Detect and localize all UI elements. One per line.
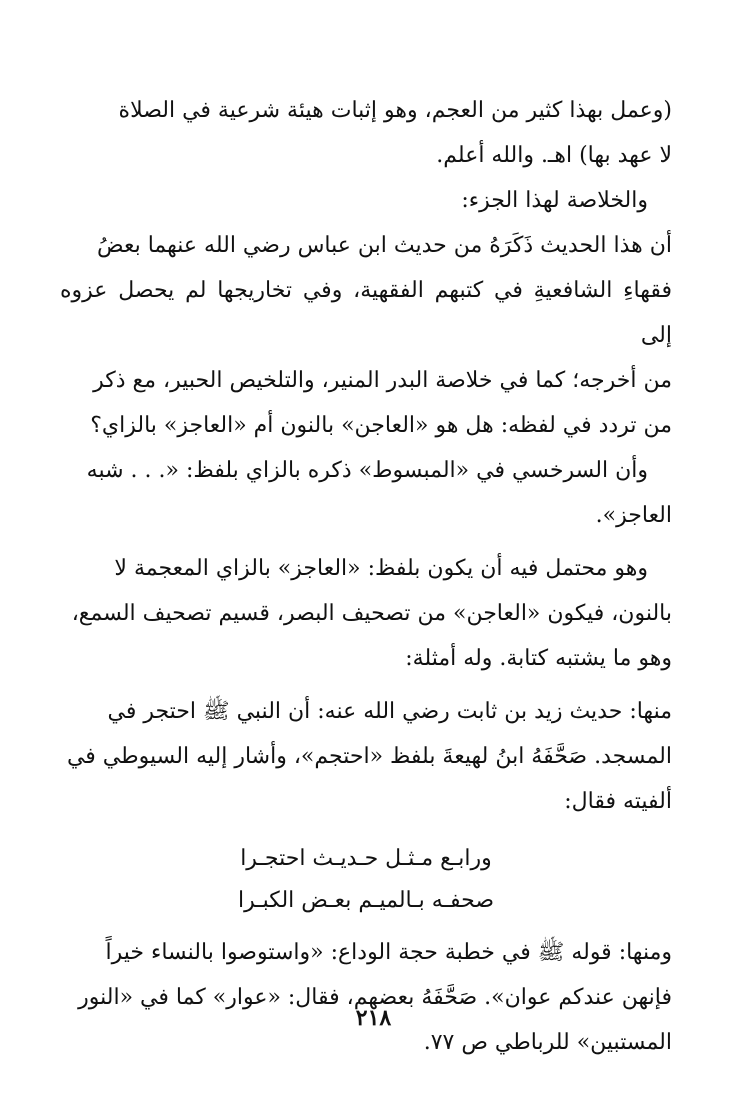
verse-line-2: صحفـه بـالميـم بعـض الكبـرا — [237, 888, 495, 913]
text-line: المستبين» للرباطي ص ٧٧. — [423, 1030, 672, 1055]
paragraph-3 — [60, 223, 672, 448]
text-line: بالنون، فيكون «العاجن» من تصحيف البصر، قسيم تصحيف السمع، — [71, 601, 672, 626]
text-line: من تردد في لفظه: هل هو «العاجن» بالنون أم «العاجز» بالزاي؟ — [90, 413, 672, 438]
text-line: فقهاءِ الشافعيةِ في كتبهم الفقهية، وفي تخاريجها لم يحصل عزوه إلى — [60, 278, 672, 348]
text-line: من أخرجه؛ كما في خلاصة البدر المنير، والتلخيص الحبير، مع ذكر — [93, 368, 672, 393]
text-line: فإنهن عندكم عوان». صَحَّفَهُ بعضهم، فقال: «عوار» كما في «النور — [78, 985, 672, 1010]
paragraph-7 — [60, 930, 672, 1065]
text-line: وهو محتمل فيه أن يكون بلفظ: «العاجز» بالزاي المعجمة لا — [114, 556, 648, 581]
text-line: أن هذا الحديث ذَكَرَهُ من حديث ابن عباس رضي الله عنهما بعضُ — [97, 233, 672, 258]
spacer — [60, 681, 672, 689]
paragraph-6 — [60, 689, 672, 824]
spacer — [60, 538, 672, 546]
paragraph-5 — [60, 546, 672, 681]
text-line: العاجز». — [595, 503, 672, 528]
text-line: لا عهد بها) اهـ. والله أعلم. — [436, 143, 672, 168]
text-line: (وعمل بهذا كثير من العجم، وهو إثبات هيئة شرعية في الصلاة — [118, 98, 672, 123]
text-line: منها: حديث زيد بن ثابت رضي الله عنه: أن النبي ﷺ احتجر في — [107, 699, 672, 724]
spacer — [60, 824, 672, 838]
text-line: وهو ما يشتبه كتابة. وله أمثلة: — [405, 646, 672, 671]
spacer — [60, 922, 672, 930]
paragraph-1 — [60, 88, 672, 178]
document-page — [60, 88, 672, 1088]
page-number: ٢١٨ — [355, 1005, 392, 1031]
poem-verse — [60, 838, 672, 922]
paragraph-4 — [60, 448, 672, 538]
paragraph-summary-heading — [60, 178, 672, 223]
text-line: ومنها: قوله ﷺ في خطبة حجة الوداع: «واستوصوا بالنساء خيراً — [105, 940, 672, 965]
verse-line-1: ورابـع مـثـل حـديـث احتجـرا — [240, 846, 492, 871]
text-line: وأن السرخسي في «المبسوط» ذكره بالزاي بلفظ: «. . . شبه — [86, 458, 648, 483]
text-line: المسجد. صَحَّفَهُ ابنُ لهيعةَ بلفظ «احتجم»، وأشار إليه السيوطي في — [66, 744, 672, 769]
text-line: والخلاصة لهذا الجزء: — [461, 188, 648, 213]
text-line: ألفيته فقال: — [564, 789, 672, 814]
